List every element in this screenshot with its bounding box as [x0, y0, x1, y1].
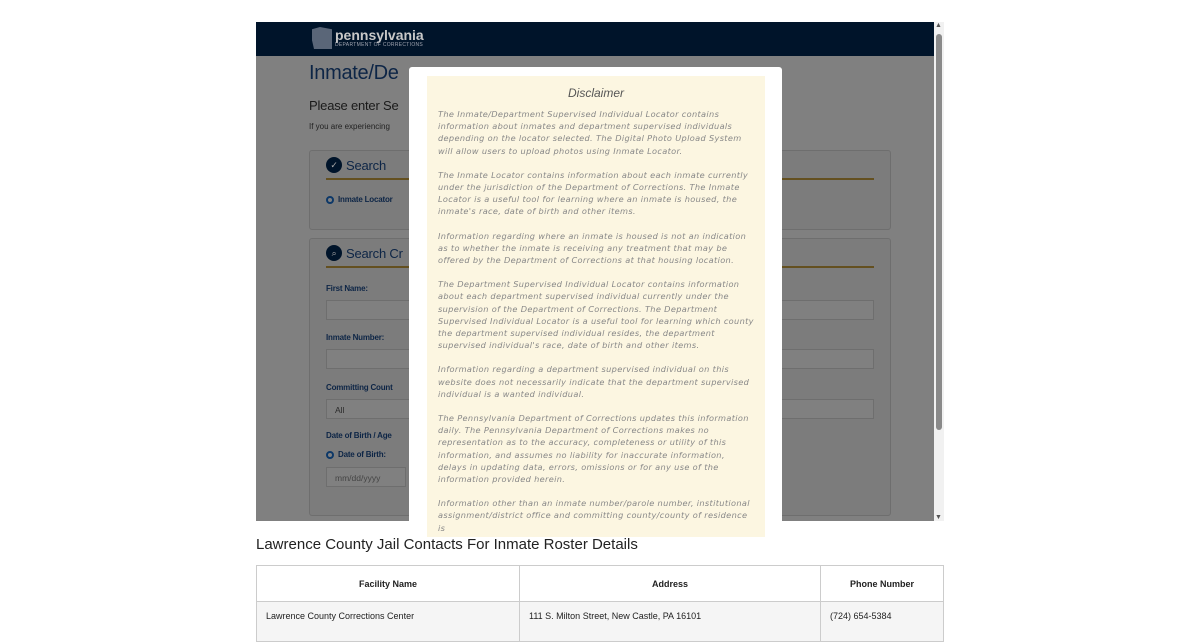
facility-phone: (724) 654-5384 [821, 602, 944, 642]
page-subtitle: Please enter Se [309, 98, 399, 113]
contacts-table [256, 565, 944, 642]
disclaimer-paragraph: Information other than an inmate number/parole number, institutional assignment/district office and committing county/county of residence is [438, 498, 750, 533]
disclaimer-paragraph: The Department Supervised Individual Locator contains information about each department supervised individual currently under the supervision of the Department of Corrections. The Department Supervised Individual Locator is a useful tool for learning which county the department supervised individual resides, the department supervised individual's race, date of birth and other items. [438, 279, 754, 351]
dob-age-label: Date of Birth / Age [326, 431, 392, 440]
radio-icon [326, 196, 334, 204]
search-card-title: Search [346, 157, 386, 173]
scroll-up-icon[interactable]: ▲ [935, 22, 942, 29]
disclaimer-paragraph: The Pennsylvania Department of Corrections updates this information daily. The Pennsylvania Department of Corrections makes no representation as to the accuracy, completeness or utility of this information, and assumes no liability for inaccurate information, delays in updating data, errors, omissions or for any use of the information provided herein. [438, 413, 749, 485]
disclaimer-paragraph: Information regarding a department supervised individual on this website does not necessarily indicate that the department supervised individual is a wanted individual. [438, 364, 750, 399]
inmate-locator-label: Inmate Locator [338, 195, 393, 204]
inmate-locator-radio[interactable] [326, 195, 393, 204]
dob-input[interactable]: mm/dd/yyyy [326, 467, 406, 487]
inmate-number-label: Inmate Number: [326, 333, 385, 342]
frame-scrollbar[interactable] [934, 22, 944, 521]
disclaimer-box [427, 76, 765, 537]
site-header [256, 22, 934, 56]
logo-subtext: DEPARTMENT OF CORRECTIONS [335, 42, 424, 48]
facility-name: Lawrence County Corrections Center [257, 602, 520, 642]
logo-text: pennsylvania [335, 27, 424, 43]
dob-radio[interactable] [326, 450, 386, 459]
disclaimer-paragraph: Information regarding where an inmate is housed is not an indication as to whether the inmate is receiving any treatment that may be offered by the Department of Corrections at that housing location. [438, 230, 747, 266]
col-facility: Facility Name [257, 566, 520, 602]
disclaimer-paragraph: The Inmate/Department Supervised Individual Locator contains information about inmates and department supervised individuals depending on the locator selected. The Digital Photo Upload System will allow users to upload photos using Inmate Locator. [438, 109, 742, 156]
embedded-locator-frame-dimmed-backdrop[interactable] [256, 22, 934, 533]
search-icon: ⌕ [326, 245, 342, 261]
check-icon: ✓ [326, 157, 342, 173]
disclaimer-paragraph: The Inmate Locator contains information about each inmate currently under the jurisdiction of the Department of Corrections. The Inmate Locator is a useful tool for learning where an inmate is housed, the inmate's race, date of birth and other items. [438, 169, 749, 217]
contacts-heading: Lawrence County Jail Contacts For Inmate Roster Details [256, 536, 638, 553]
col-address: Address [520, 566, 821, 602]
scrollbar-thumb[interactable] [936, 34, 942, 430]
county-label: Committing Count [326, 383, 393, 392]
keystone-icon [312, 27, 332, 49]
disclaimer-title: Disclaimer [567, 86, 624, 100]
first-name-label: First Name: [326, 284, 368, 293]
pa-doc-logo[interactable] [312, 27, 424, 49]
dob-label: Date of Birth: [338, 450, 386, 459]
criteria-card-title: Search Cr [346, 245, 403, 261]
help-note: If you are experiencing [309, 122, 390, 131]
facility-address: 111 S. Milton Street, New Castle, PA 16101 [520, 602, 821, 642]
page-title: Inmate/De [309, 62, 399, 84]
col-phone: Phone Number [821, 566, 944, 602]
table-row [257, 602, 944, 642]
disclaimer-modal [409, 67, 782, 537]
county-select[interactable]: All [326, 399, 874, 419]
radio-icon [326, 451, 334, 459]
scroll-down-icon[interactable]: ▼ [935, 514, 942, 521]
